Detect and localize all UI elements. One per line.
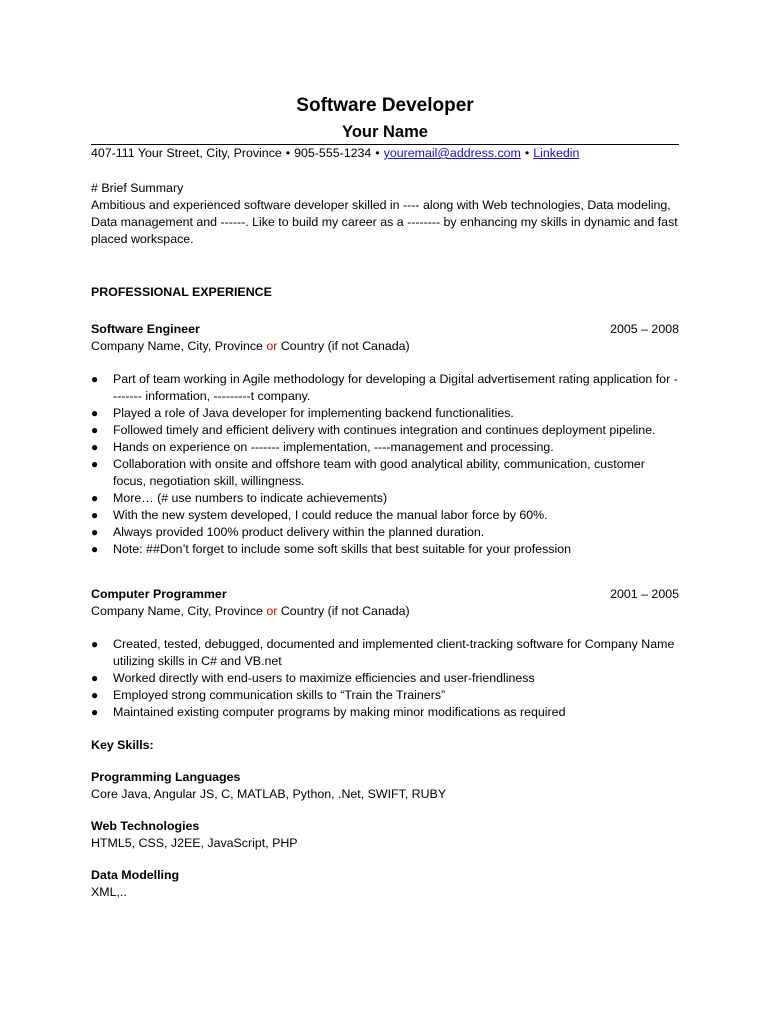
summary-heading: # Brief Summary bbox=[91, 181, 184, 195]
list-item bbox=[91, 422, 679, 439]
list-item bbox=[91, 704, 679, 721]
job-company bbox=[91, 603, 679, 620]
list-item bbox=[91, 439, 679, 456]
company-text: Company Name, City, Province bbox=[91, 604, 267, 618]
bullet-text: Maintained existing computer programs by making minor modifications as required bbox=[113, 705, 566, 719]
list-item bbox=[91, 405, 679, 422]
skill-group bbox=[91, 769, 679, 803]
bullet-icon: ● bbox=[91, 508, 99, 522]
bullet-text: Always provided 100% product delivery within the planned duration. bbox=[113, 525, 485, 539]
candidate-name: Your Name bbox=[342, 123, 428, 141]
skill-group-title: Web Technologies bbox=[91, 819, 200, 833]
job-bullet-list bbox=[91, 371, 679, 558]
contact-separator: • bbox=[524, 146, 530, 160]
contact-phone: 905-555-1234 bbox=[294, 146, 372, 160]
bullet-icon: ● bbox=[91, 637, 99, 651]
resume-document bbox=[91, 94, 679, 901]
skill-group-title: Programming Languages bbox=[91, 770, 241, 784]
list-item bbox=[91, 670, 679, 687]
job-bullet-list bbox=[91, 636, 679, 721]
bullet-icon: ● bbox=[91, 440, 99, 454]
bullet-icon: ● bbox=[91, 491, 99, 505]
job-header bbox=[91, 586, 679, 603]
email-link[interactable]: youremail@address.com bbox=[383, 146, 521, 160]
list-item bbox=[91, 687, 679, 704]
bullet-icon: ● bbox=[91, 372, 99, 386]
job-entry bbox=[91, 321, 679, 558]
contact-separator: • bbox=[285, 146, 291, 160]
job-header bbox=[91, 321, 679, 338]
skill-group-value: HTML5, CSS, J2EE, JavaScript, PHP bbox=[91, 836, 298, 850]
job-title: Computer Programmer bbox=[91, 587, 227, 601]
list-item bbox=[91, 456, 679, 490]
bullet-icon: ● bbox=[91, 457, 99, 471]
bullet-icon: ● bbox=[91, 542, 99, 556]
bullet-text: Hands on experience on ------- implementation, ----management and processing. bbox=[113, 440, 554, 454]
bullet-text: Worked directly with end-users to maximize efficiencies and user-friendliness bbox=[113, 671, 535, 685]
bullet-icon: ● bbox=[91, 688, 99, 702]
bullet-text: Created, tested, debugged, documented and implemented client-tracking software for Company Name utilizing skills in C# and VB.net bbox=[113, 637, 675, 668]
company-text: Company Name, City, Province bbox=[91, 339, 267, 353]
bullet-text: Note: ##Don’t forget to include some soft skills that best suitable for your profession bbox=[113, 542, 571, 556]
skill-group-value: Core Java, Angular JS, C, MATLAB, Python, .Net, SWIFT, RUBY bbox=[91, 787, 447, 801]
company-country: Country (if not Canada) bbox=[277, 339, 410, 353]
skill-group bbox=[91, 867, 679, 901]
contact-separator: • bbox=[375, 146, 380, 160]
job-dates: 2001 – 2005 bbox=[610, 587, 679, 601]
company-or: or bbox=[266, 339, 278, 353]
summary-text: Ambitious and experienced software developer skilled in ---- along with Web technologies, Data modeling, Data management and ------. Like to build my career as a -------- by enhancing my skills in dynamic and fast placed workspace. bbox=[91, 198, 678, 246]
bullet-icon: ● bbox=[91, 525, 99, 539]
list-item bbox=[91, 524, 679, 541]
bullet-icon: ● bbox=[91, 423, 99, 437]
company-country: Country (if not Canada) bbox=[277, 604, 410, 618]
skill-group-value: XML,.. bbox=[91, 885, 127, 899]
list-item bbox=[91, 541, 679, 558]
bullet-text: Part of team working in Agile methodology for developing a Digital advertisement rating application for -------- information, ---------t company. bbox=[113, 372, 678, 403]
contact-address: 407-111 Your Street, City, Province bbox=[91, 146, 282, 160]
company-or: or bbox=[266, 604, 278, 618]
bullet-text: Employed strong communication skills to “Train the Trainers” bbox=[113, 688, 446, 702]
bullet-text: Collaboration with onsite and offshore team with good analytical ability, communication, customer focus, negotiation skill, willingness. bbox=[113, 457, 645, 488]
job-company bbox=[91, 338, 679, 355]
bullet-text: With the new system developed, I could reduce the manual labor force by 60%. bbox=[113, 508, 548, 522]
list-item bbox=[91, 507, 679, 524]
bullet-icon: ● bbox=[91, 406, 99, 420]
resume-title: Software Developer bbox=[296, 95, 474, 116]
skill-group-title: Data Modelling bbox=[91, 868, 180, 882]
bullet-icon: ● bbox=[91, 671, 99, 685]
job-title: Software Engineer bbox=[91, 322, 200, 336]
job-dates: 2005 – 2008 bbox=[610, 322, 679, 336]
skills-heading: Key Skills: bbox=[91, 738, 154, 752]
bullet-text: More… (# use numbers to indicate achievements) bbox=[113, 491, 388, 505]
list-item bbox=[91, 371, 679, 405]
skill-group bbox=[91, 818, 679, 852]
list-item bbox=[91, 490, 679, 507]
bullet-icon: ● bbox=[91, 705, 99, 719]
experience-heading: PROFESSIONAL EXPERIENCE bbox=[91, 285, 272, 299]
job-entry bbox=[91, 586, 679, 721]
list-item bbox=[91, 636, 679, 670]
bullet-text: Followed timely and efficient delivery with continues integration and continues deployment pipeline. bbox=[113, 423, 656, 437]
linkedin-link[interactable]: Linkedin bbox=[533, 146, 580, 160]
bullet-text: Played a role of Java developer for implementing backend functionalities. bbox=[113, 406, 514, 420]
contact-line bbox=[91, 144, 679, 162]
